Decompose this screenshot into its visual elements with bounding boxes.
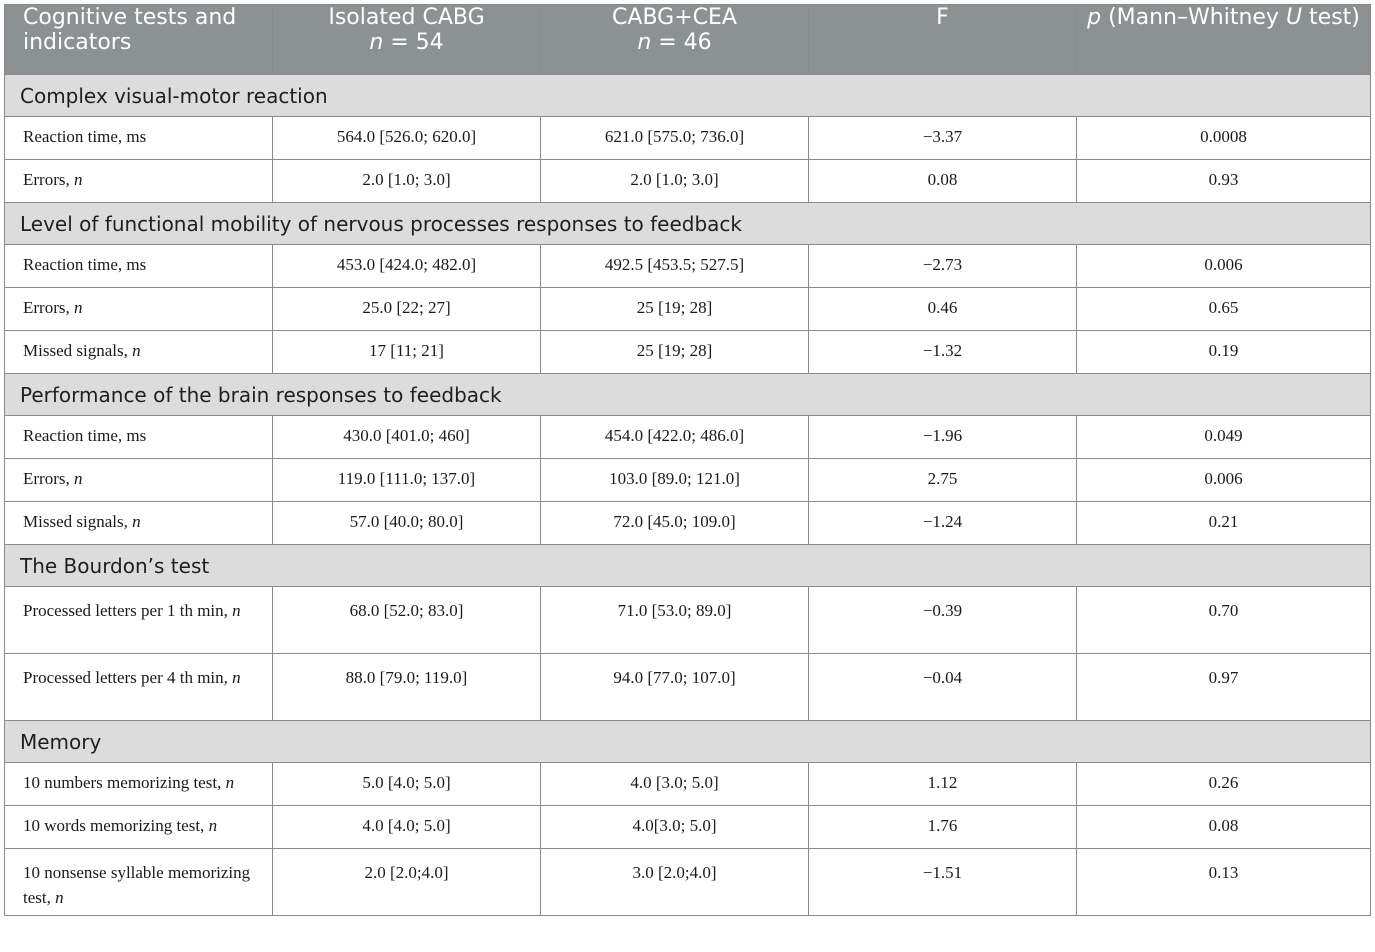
header-cabg-cea-label: CABG+CEA [612, 5, 737, 30]
cabg-cea-value: 2.0 [1.0; 3.0] [541, 160, 809, 203]
section-row [5, 75, 1371, 117]
indicator-unit: n [55, 888, 64, 907]
p-value: 0.0008 [1077, 117, 1371, 160]
indicator-unit: n [208, 816, 218, 835]
indicator-label: Errors, [23, 298, 74, 317]
header-f [809, 5, 1077, 75]
indicator-cell [5, 763, 273, 806]
header-f-label: F [936, 5, 949, 30]
section-row [5, 545, 1371, 587]
header-u-symbol: U [1285, 5, 1303, 30]
f-value: 0.08 [809, 160, 1077, 203]
isolated-cabg-value: 564.0 [526.0; 620.0] [273, 117, 541, 160]
p-value: 0.65 [1077, 288, 1371, 331]
header-isolated-cabg-n [273, 30, 540, 55]
indicator-unit: n [73, 298, 83, 317]
indicator-cell [5, 654, 273, 721]
f-value: 1.76 [809, 806, 1077, 849]
header-cognitive-tests [5, 5, 273, 75]
cabg-cea-value: 103.0 [89.0; 121.0] [541, 459, 809, 502]
indicator-label: Missed signals, [23, 341, 133, 360]
indicator-unit: n [132, 512, 141, 531]
p-value: 0.70 [1077, 587, 1371, 654]
indicator-cell [5, 160, 273, 203]
isolated-cabg-value: 57.0 [40.0; 80.0] [273, 502, 541, 545]
table-row [5, 849, 1371, 916]
indicator-label: Errors, [23, 170, 74, 189]
indicator-unit: n [225, 773, 235, 792]
section-row [5, 721, 1371, 763]
isolated-cabg-value: 17 [11; 21] [273, 331, 541, 374]
table-row [5, 459, 1371, 502]
f-value: −1.96 [809, 416, 1077, 459]
header-isolated-cabg-label: Isolated CABG [328, 5, 485, 30]
indicator-label: 10 numbers memorizing test, [23, 773, 226, 792]
isolated-cabg-value: 88.0 [79.0; 119.0] [273, 654, 541, 721]
header-cabg-cea [541, 5, 809, 75]
indicator-cell [5, 806, 273, 849]
indicator-unit: n [232, 601, 241, 620]
table-row [5, 416, 1371, 459]
indicator-unit: n [73, 469, 83, 488]
f-value: −0.39 [809, 587, 1077, 654]
table-row [5, 806, 1371, 849]
f-value: −0.04 [809, 654, 1077, 721]
isolated-cabg-value: 2.0 [2.0;4.0] [273, 849, 541, 916]
indicator-cell [5, 117, 273, 160]
p-value: 0.21 [1077, 502, 1371, 545]
indicator-label: 10 nonsense syllable memorizing test, [23, 863, 251, 907]
n-value: = 54 [383, 30, 444, 55]
cabg-cea-value: 72.0 [45.0; 109.0] [541, 502, 809, 545]
cabg-cea-value: 454.0 [422.0; 486.0] [541, 416, 809, 459]
header-cabg-cea-n [541, 30, 808, 55]
cabg-cea-value: 4.0[3.0; 5.0] [541, 806, 809, 849]
isolated-cabg-value: 25.0 [22; 27] [273, 288, 541, 331]
section-title: Complex visual-motor reaction [5, 75, 1371, 117]
isolated-cabg-value: 4.0 [4.0; 5.0] [273, 806, 541, 849]
cabg-cea-value: 71.0 [53.0; 89.0] [541, 587, 809, 654]
section-row [5, 203, 1371, 245]
p-value: 0.13 [1077, 849, 1371, 916]
p-value: 0.19 [1077, 331, 1371, 374]
indicator-label: Reaction time, ms [23, 255, 147, 274]
indicator-label: Processed letters per 4 th min, [23, 668, 233, 687]
f-value: 2.75 [809, 459, 1077, 502]
p-value: 0.006 [1077, 245, 1371, 288]
f-value: −1.32 [809, 331, 1077, 374]
indicator-label: Errors, [23, 469, 74, 488]
isolated-cabg-value: 430.0 [401.0; 460] [273, 416, 541, 459]
indicator-unit: n [132, 341, 141, 360]
indicator-cell [5, 502, 273, 545]
indicator-label: Reaction time, ms [23, 426, 147, 445]
cabg-cea-value: 3.0 [2.0;4.0] [541, 849, 809, 916]
isolated-cabg-value: 119.0 [111.0; 137.0] [273, 459, 541, 502]
section-title: Level of functional mobility of nervous processes responses to feedback [5, 203, 1371, 245]
f-value: −2.73 [809, 245, 1077, 288]
p-value: 0.049 [1077, 416, 1371, 459]
header-p-value [1077, 5, 1371, 75]
isolated-cabg-value: 2.0 [1.0; 3.0] [273, 160, 541, 203]
table-row [5, 502, 1371, 545]
cabg-cea-value: 94.0 [77.0; 107.0] [541, 654, 809, 721]
section-title: The Bourdon’s test [5, 545, 1371, 587]
cabg-cea-value: 25 [19; 28] [541, 331, 809, 374]
header-p-end: test) [1302, 5, 1360, 30]
section-title: Performance of the brain responses to feedback [5, 374, 1371, 416]
n-symbol: n [369, 30, 384, 55]
indicator-cell [5, 587, 273, 654]
table-row [5, 654, 1371, 721]
table-row [5, 245, 1371, 288]
isolated-cabg-value: 5.0 [4.0; 5.0] [273, 763, 541, 806]
isolated-cabg-value: 453.0 [424.0; 482.0] [273, 245, 541, 288]
header-p-mid: (Mann–Whitney [1101, 5, 1286, 30]
p-value: 0.08 [1077, 806, 1371, 849]
results-table [4, 4, 1371, 916]
cabg-cea-value: 25 [19; 28] [541, 288, 809, 331]
indicator-unit: n [73, 170, 83, 189]
cabg-cea-value: 4.0 [3.0; 5.0] [541, 763, 809, 806]
table-row [5, 160, 1371, 203]
p-value: 0.97 [1077, 654, 1371, 721]
indicator-cell [5, 288, 273, 331]
section-title: Memory [5, 721, 1371, 763]
table-row [5, 331, 1371, 374]
indicator-cell [5, 459, 273, 502]
n-symbol: n [637, 30, 652, 55]
f-value: −1.51 [809, 849, 1077, 916]
f-value: −1.24 [809, 502, 1077, 545]
f-value: 0.46 [809, 288, 1077, 331]
table-row [5, 117, 1371, 160]
cabg-cea-value: 492.5 [453.5; 527.5] [541, 245, 809, 288]
header-p-symbol: p [1087, 5, 1102, 30]
indicator-label: Missed signals, [23, 512, 133, 531]
n-value: = 46 [651, 30, 712, 55]
f-value: 1.12 [809, 763, 1077, 806]
table-body [5, 75, 1371, 916]
indicator-label: 10 words memorizing test, [23, 816, 209, 835]
p-value: 0.93 [1077, 160, 1371, 203]
indicator-cell [5, 331, 273, 374]
indicator-label: Processed letters per 1 th min, [23, 601, 233, 620]
indicator-unit: n [232, 668, 241, 687]
cabg-cea-value: 621.0 [575.0; 736.0] [541, 117, 809, 160]
p-value: 0.006 [1077, 459, 1371, 502]
p-value: 0.26 [1077, 763, 1371, 806]
table-row [5, 288, 1371, 331]
table-row [5, 763, 1371, 806]
indicator-cell [5, 849, 273, 916]
table-row [5, 587, 1371, 654]
indicator-cell [5, 416, 273, 459]
isolated-cabg-value: 68.0 [52.0; 83.0] [273, 587, 541, 654]
header-cognitive-tests-label: Cognitive tests and indicators [23, 5, 237, 55]
f-value: −3.37 [809, 117, 1077, 160]
header-isolated-cabg [273, 5, 541, 75]
table-header [5, 5, 1371, 75]
indicator-label: Reaction time, ms [23, 127, 147, 146]
section-row [5, 374, 1371, 416]
indicator-cell [5, 245, 273, 288]
